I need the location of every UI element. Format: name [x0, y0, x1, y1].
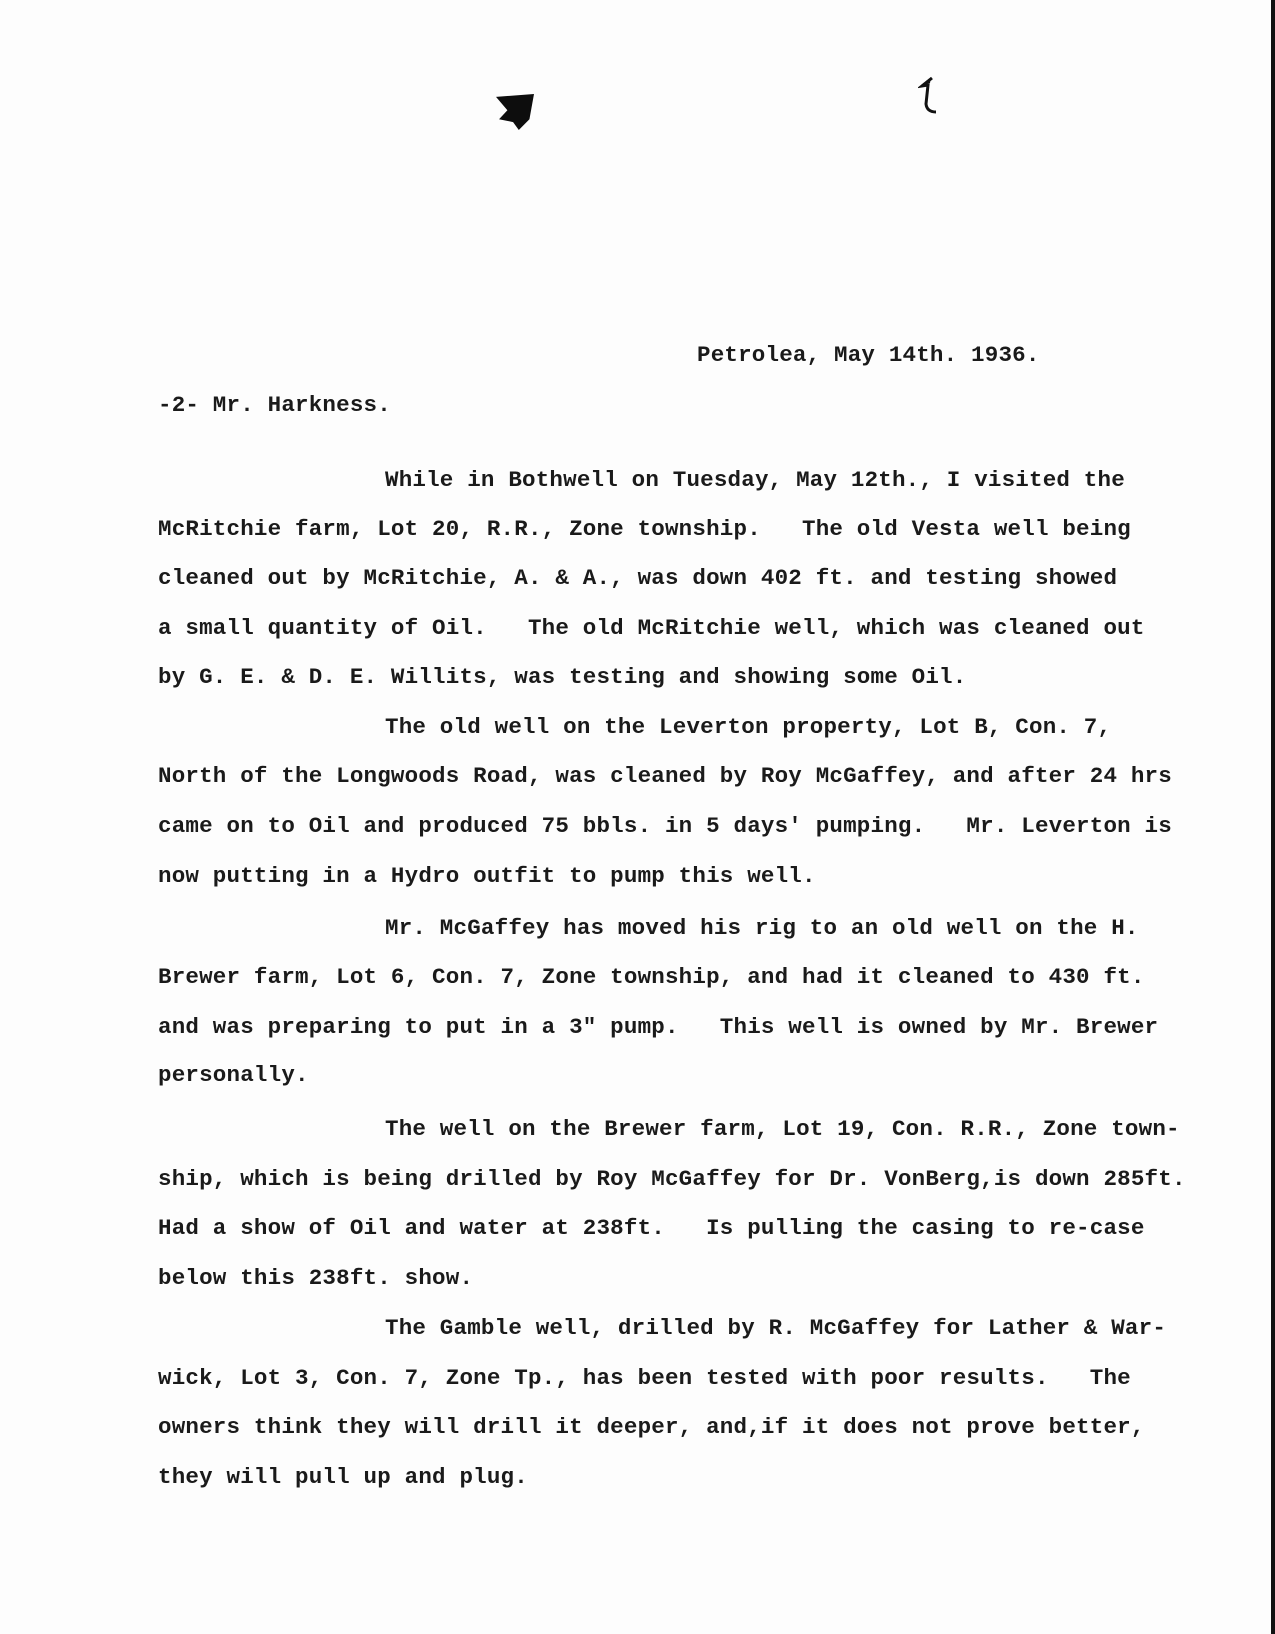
- paragraph-line: Had a show of Oil and water at 238ft. Is pulling the casing to re-case: [158, 1215, 1145, 1241]
- paper-clip-mark: [918, 76, 942, 116]
- paragraph-line: came on to Oil and produced 75 bbls. in 5 days' pumping. Mr. Leverton is: [158, 813, 1172, 839]
- paragraph-line: The Gamble well, drilled by R. McGaffey for Lather & War-: [385, 1315, 1167, 1341]
- dateline: Petrolea, May 14th. 1936.: [697, 342, 1040, 368]
- paragraph-line: wick, Lot 3, Con. 7, Zone Tp., has been tested with poor results. The: [158, 1365, 1131, 1391]
- paragraph-line: McRitchie farm, Lot 20, R.R., Zone township. The old Vesta well being: [158, 516, 1131, 542]
- paragraph-line: now putting in a Hydro outfit to pump this well.: [158, 863, 816, 889]
- hole-punch-mark: [496, 94, 534, 130]
- paragraph-line: The well on the Brewer farm, Lot 19, Con. R.R., Zone town-: [385, 1116, 1180, 1142]
- paragraph-line: While in Bothwell on Tuesday, May 12th., I visited the: [385, 467, 1125, 493]
- scan-edge-line: [1271, 0, 1275, 1634]
- paragraph-line: Mr. McGaffey has moved his rig to an old well on the H.: [385, 915, 1139, 941]
- paragraph-line: The old well on the Leverton property, Lot B, Con. 7,: [385, 714, 1112, 740]
- paragraph-line: and was preparing to put in a 3" pump. This well is owned by Mr. Brewer: [158, 1014, 1159, 1040]
- paragraph-line: owners think they will drill it deeper, and,if it does not prove better,: [158, 1414, 1145, 1440]
- paragraph-line: cleaned out by McRitchie, A. & A., was down 402 ft. and testing showed: [158, 565, 1118, 591]
- paragraph-line: personally.: [158, 1062, 309, 1088]
- paragraph-line: Brewer farm, Lot 6, Con. 7, Zone township, and had it cleaned to 430 ft.: [158, 964, 1145, 990]
- paragraph-line: North of the Longwoods Road, was cleaned by Roy McGaffey, and after 24 hrs: [158, 763, 1172, 789]
- salutation: -2- Mr. Harkness.: [158, 392, 391, 418]
- paragraph-line: they will pull up and plug.: [158, 1464, 528, 1490]
- paragraph-line: a small quantity of Oil. The old McRitchie well, which was cleaned out: [158, 615, 1145, 641]
- paragraph-line: below this 238ft. show.: [158, 1265, 474, 1291]
- paragraph-line: by G. E. & D. E. Willits, was testing and showing some Oil.: [158, 664, 967, 690]
- paragraph-line: ship, which is being drilled by Roy McGaffey for Dr. VonBerg,is down 285ft.: [158, 1166, 1186, 1192]
